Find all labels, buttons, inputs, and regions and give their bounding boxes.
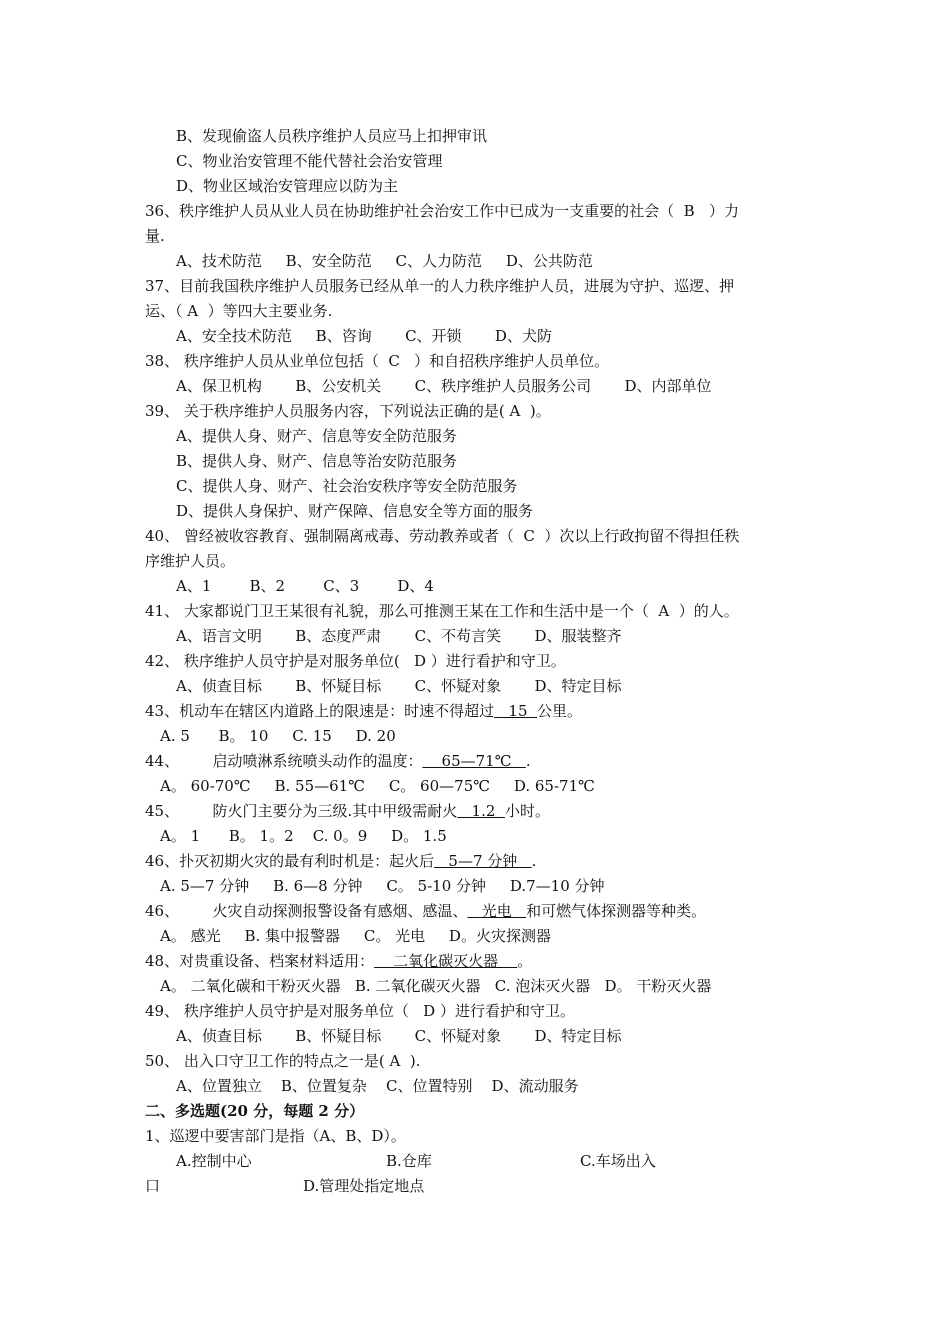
mc1-option-b: B.仓库 <box>386 1152 432 1170</box>
q49-options: A、侦查目标 B、怀疑目标 C、怀疑对象 D、特定目标 <box>176 1027 622 1045</box>
q44-options: A。 60-70℃ B. 55—61℃ C。 60—75℃ D. 65-71℃ <box>160 777 595 795</box>
q36-options: A、技术防范 B、安全防范 C、人力防范 D、公共防范 <box>176 252 593 270</box>
q46b-text <box>0 901 950 921</box>
q49-text: 49、 秩序维护人员守护是对服务单位（ D ）进行看护和守卫。 <box>145 1002 575 1020</box>
q37-text: 37、目前我国秩序维护人员服务已经从单一的人力秩序维护人员，进展为守护、巡逻、押 <box>145 277 735 295</box>
q48-options: A。 二氧化碳和干粉灭火器 B. 二氧化碳灭火器 C. 泡沫灭火器 D。 干粉灭火器 <box>160 977 712 995</box>
q44-answer: 65—71℃ <box>422 752 526 770</box>
q48-prompt: 48、对贵重设备、档案材料适用： <box>145 952 375 970</box>
q48-answer: 二氧化碳灭火器 <box>374 952 518 970</box>
q38-text: 38、 秩序维护人员从业单位包括（ C ）和自招秩序维护人员单位。 <box>145 352 610 370</box>
q36-text-cont: 量. <box>145 227 165 245</box>
section-heading-multiple-choice: 二、多选题(20 分，每题 2 分） <box>145 1102 365 1120</box>
q42-options: A、侦查目标 B、怀疑目标 C、怀疑对象 D、特定目标 <box>176 677 622 695</box>
mc1-option-c-cont: 口 <box>145 1177 161 1195</box>
q37-options: A、安全技术防范 B、咨询 C、开锁 D、犬防 <box>176 327 552 345</box>
q40-text-cont: 序维护人员。 <box>145 552 236 570</box>
q39-option-d: D、提供人身保护、财产保障、信息安全等方面的服务 <box>176 502 534 520</box>
mc1-option-c: C.车场出入 <box>580 1152 656 1170</box>
q46b-options: A。 感光 B. 集中报警器 C。 光电 D。火灾探测器 <box>160 927 551 945</box>
q37-text-cont: 运、（ A ）等四大主要业务. <box>145 302 333 320</box>
q35-option-b: B、发现偷盗人员秩序维护人员应马上扣押审讯 <box>176 127 488 145</box>
q44-prompt: 44、 启动喷淋系统喷头动作的温度： <box>145 752 423 770</box>
q38-options: A、保卫机构 B、公安机关 C、秩序维护人员服务公司 D、内部单位 <box>176 377 712 395</box>
q45-unit: 小时。 <box>504 802 550 820</box>
q44-text <box>0 751 950 771</box>
q46a-end: . <box>531 852 537 870</box>
q40-options: A、1 B、2 C、3 D、4 <box>176 577 434 595</box>
q46a-prompt: 46、扑灭初期火灾的最有利时机是：起火后 <box>145 852 435 870</box>
mc1-text: 1、巡逻中要害部门是指（A、B、D）。 <box>145 1127 406 1145</box>
q41-text: 41、 大家都说门卫王某很有礼貌，那么可推测王某在工作和生活中是一个（ A ）的人。 <box>145 602 739 620</box>
q43-answer: 15 <box>494 702 538 720</box>
q36-text: 36、秩序维护人员从业人员在协助维护社会治安工作中已成为一支重要的社会（ B ）力 <box>145 202 739 220</box>
q43-unit: 公里。 <box>537 702 583 720</box>
q46a-answer: 5—7 分钟 <box>434 852 532 870</box>
q41-options: A、语言文明 B、态度严肃 C、不苟言笑 D、服装整齐 <box>176 627 622 645</box>
mc1-option-a: A.控制中心 <box>176 1152 252 1170</box>
q39-option-c: C、提供人身、财产、社会治安秩序等安全防范服务 <box>176 477 518 495</box>
q48-end: 。 <box>517 952 533 970</box>
mc1-option-d: D.管理处指定地点 <box>303 1177 425 1195</box>
q46b-end: 和可燃气体探测器等种类。 <box>526 902 707 920</box>
q45-answer: 1.2 <box>457 802 505 820</box>
q43-options: A. 5 B。 10 C. 15 D. 20 <box>160 727 396 745</box>
q46a-text <box>0 851 950 871</box>
q35-option-d: D、物业区域治安管理应以防为主 <box>176 177 399 195</box>
q50-options: A、位置独立 B、位置复杂 C、位置特别 D、流动服务 <box>176 1077 579 1095</box>
q40-text: 40、 曾经被收容教育、强制隔离戒毒、劳动教养或者（ C ）次以上行政拘留不得担任秩 <box>145 527 740 545</box>
q45-options: A。 1 B。 1。2 C. 0。9 D。 1.5 <box>160 827 447 845</box>
q44-end: . <box>525 752 531 770</box>
q45-text <box>0 801 950 821</box>
q39-text: 39、 关于秩序维护人员服务内容，下列说法正确的是( A )。 <box>145 402 551 420</box>
q39-option-b: B、提供人身、财产、信息等治安防范服务 <box>176 452 458 470</box>
q46a-options: A. 5—7 分钟 B. 6—8 分钟 C。 5-10 分钟 D.7—10 分钟 <box>160 877 605 895</box>
q50-text: 50、 出入口守卫工作的特点之一是( A ). <box>145 1052 421 1070</box>
q46b-answer: 光电 <box>467 902 527 920</box>
q42-text: 42、 秩序维护人员守护是对服务单位( D ）进行看护和守卫。 <box>145 652 566 670</box>
q39-option-a: A、提供人身、财产、信息等安全防范服务 <box>176 427 457 445</box>
q48-text <box>0 951 950 971</box>
q43-prompt: 43、机动车在辖区内道路上的限速是：时速不得超过 <box>145 702 495 720</box>
q35-option-c: C、物业治安管理不能代替社会治安管理 <box>176 152 443 170</box>
q46b-prompt: 46、 火灾自动探测报警设备有感烟、感温、 <box>145 902 468 920</box>
q45-prompt: 45、 防火门主要分为三级.其中甲级需耐火 <box>145 802 458 820</box>
q43-text <box>0 701 950 721</box>
